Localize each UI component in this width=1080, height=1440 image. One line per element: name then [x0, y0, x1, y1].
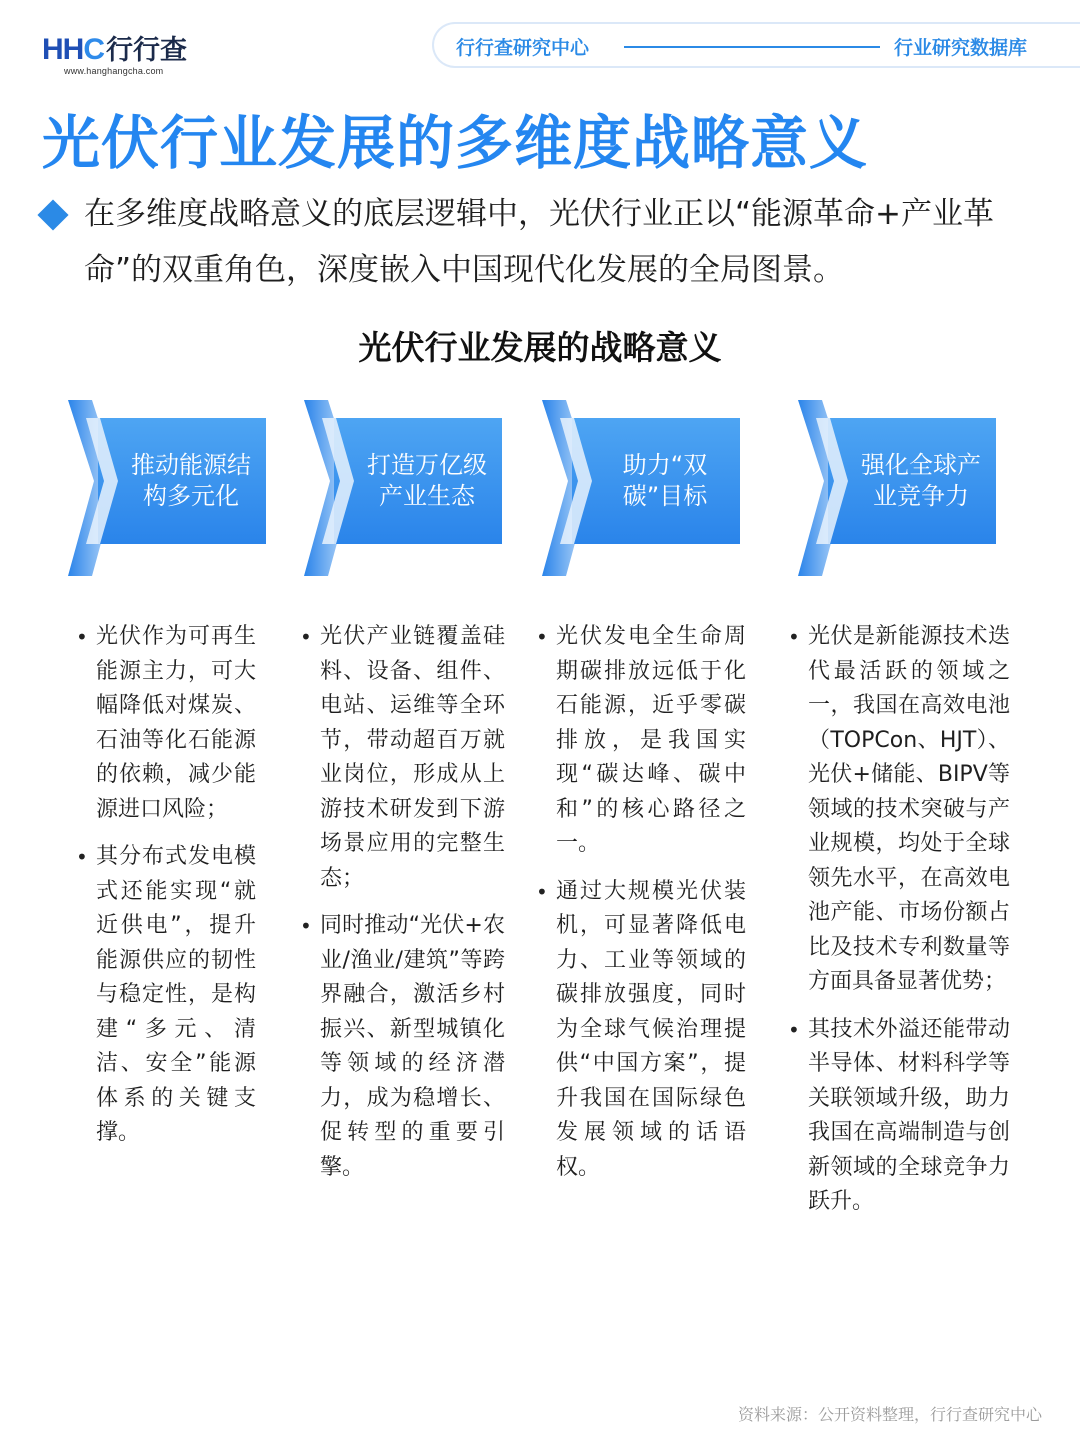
header-divider-line	[624, 46, 880, 48]
chevron-label: 助力“双碳”目标	[622, 451, 708, 510]
column-2	[300, 620, 505, 1198]
source-note: 资料来源：公开资料整理，行行查研究中心	[737, 1405, 1042, 1424]
list-item: • 其技术外溢还能带动半导体、材料科学等关联领域升级，助力我国在高端制造与创新领域的全球竞争力跃升。	[788, 1013, 1010, 1220]
column-4	[788, 620, 1010, 1233]
header-banner	[432, 22, 1080, 68]
chevron-header-4	[790, 400, 1000, 576]
chevron-label: 强化全球产业竞争力	[861, 451, 981, 510]
logo[interactable]	[42, 28, 187, 76]
chevron-header-1	[60, 400, 270, 576]
header-database: 行业研究数据库	[894, 37, 1028, 59]
section-title: 光伏行业发展的战略意义	[358, 328, 722, 367]
list-item: • 光伏作为可再生能源主力，可大幅降低对煤炭、石油等化石能源的依赖，减少能源进口风险；	[76, 620, 256, 827]
bullet-list	[300, 620, 505, 1185]
list-item: • 光伏产业链覆盖硅料、设备、组件、电站、运维等全环节，带动超百万就业岗位，形成从上游技术研发到下游场景应用的完整生态；	[300, 620, 505, 896]
column-1	[76, 620, 256, 1164]
list-item: • 光伏发电全生命周期碳排放远低于化石能源，近乎零碳排放，是我国实现“碳达峰、碳中和”的核心路径之一。	[536, 620, 746, 862]
diamond-bullet-icon	[37, 199, 68, 230]
logo-text: 行行查	[106, 35, 188, 66]
list-item: • 同时推动“光伏+农业/渔业/建筑”等跨界融合，激活乡村振兴、新型城镇化等领域的经济潜力，成为稳增长、促转型的重要引擎。	[300, 909, 505, 1185]
list-item: • 其分布式发电模式还能实现“就近供电”，提升能源供应的韧性与稳定性，是构建“多元、清洁、安全”能源体系的关键支撑。	[76, 840, 256, 1151]
chevron-header-2	[296, 400, 506, 576]
logo-mark: HHC	[42, 33, 105, 66]
chevron-label: 打造万亿级产业生态	[367, 451, 487, 510]
bullet-list	[76, 620, 256, 1151]
intro-text: 在多维度战略意义的底层逻辑中，光伏行业正以“能源革命+产业革命”的双重角色，深度嵌入中国现代化发展的全局图景。	[84, 196, 995, 288]
logo-url: www.hanghangcha.com	[64, 66, 164, 76]
list-item: • 通过大规模光伏装机，可显著降低电力、工业等领域的碳排放强度，同时为全球气候治理提供“中国方案”，提升我国在国际绿色发展领域的话语权。	[536, 875, 746, 1186]
bullet-list	[536, 620, 746, 1185]
chevron-header-3	[534, 400, 744, 576]
list-item: • 光伏是新能源技术迭代最活跃的领域之一，我国在高效电池（TOPCon、HJT）、光伏+储能、BIPV等领域的技术突破与产业规模，均处于全球领先水平，在高效电池产能、市场份额占比及技术专利数量等方面具备显著优势；	[788, 620, 1010, 1000]
chevron-label: 推动能源结构多元化	[131, 451, 251, 510]
header-research-center: 行行查研究中心	[456, 37, 590, 59]
intro-paragraph	[42, 186, 1062, 298]
page-title: 光伏行业发展的多维度战略意义	[42, 109, 869, 177]
bullet-list	[788, 620, 1010, 1220]
column-3	[536, 620, 746, 1198]
